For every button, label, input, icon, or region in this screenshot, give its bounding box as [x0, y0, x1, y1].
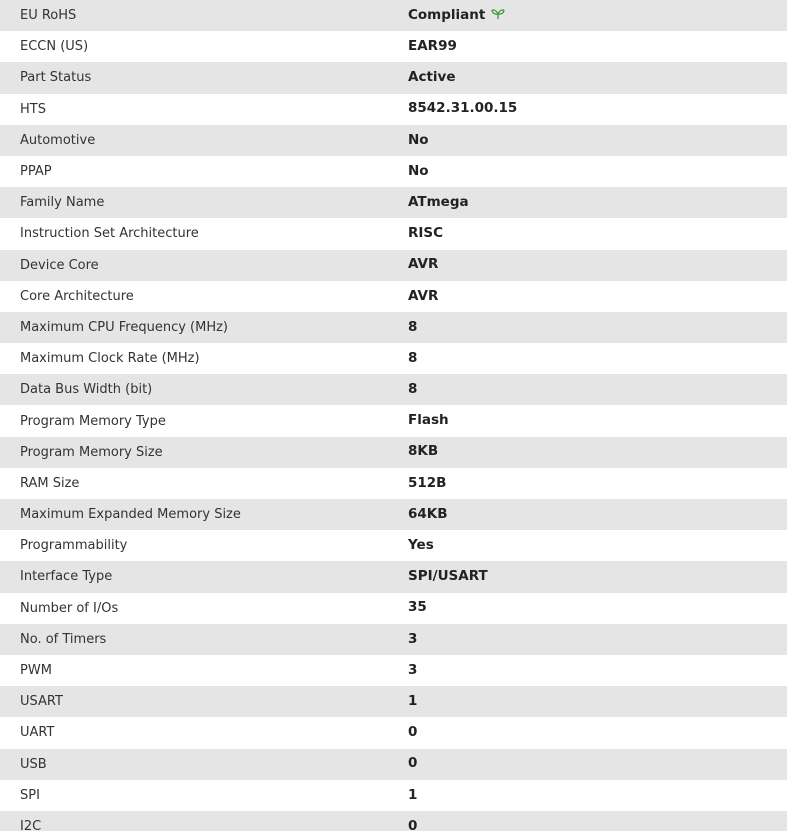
spec-value: AVR — [408, 256, 439, 273]
spec-label: PPAP — [20, 164, 52, 180]
spec-row-spi — [0, 780, 787, 811]
spec-value: 8 — [408, 318, 418, 335]
spec-value: No — [408, 131, 429, 148]
spec-label: I2C — [20, 818, 42, 831]
spec-value-cell — [408, 0, 787, 31]
spec-value: 1 — [408, 692, 418, 709]
spec-value: 8542.31.00.15 — [408, 100, 518, 117]
spec-label: Programmability — [20, 538, 128, 554]
spec-row-device-core — [0, 250, 787, 281]
spec-value: 0 — [408, 817, 418, 831]
spec-label: Interface Type — [20, 569, 113, 585]
spec-row-ppap — [0, 156, 787, 187]
spec-row-no-of-timers — [0, 624, 787, 655]
spec-row-automotive — [0, 125, 787, 156]
spec-value: 64KB — [408, 505, 448, 522]
spec-value: 8 — [408, 381, 418, 398]
spec-label: Maximum Expanded Memory Size — [20, 507, 241, 523]
spec-value: 0 — [408, 724, 418, 741]
spec-value: 3 — [408, 630, 418, 647]
spec-label: ECCN (US) — [20, 39, 89, 55]
spec-value: EAR99 — [408, 38, 457, 55]
spec-row-hts — [0, 94, 787, 125]
spec-label: RAM Size — [20, 475, 80, 491]
spec-row-data-bus-width — [0, 374, 787, 405]
spec-row-pwm — [0, 655, 787, 686]
spec-value: RISC — [408, 225, 444, 242]
spec-row-isa — [0, 218, 787, 249]
spec-value: 1 — [408, 786, 418, 803]
spec-label: Automotive — [20, 132, 96, 148]
spec-label: Part Status — [20, 70, 92, 86]
spec-row-eu-rohs — [0, 0, 787, 31]
spec-label: No. of Timers — [20, 631, 107, 647]
spec-row-number-of-ios — [0, 593, 787, 624]
spec-label: UART — [20, 725, 55, 741]
leaf-icon — [491, 8, 505, 20]
spec-label: Core Architecture — [20, 288, 134, 304]
spec-value: Flash — [408, 412, 449, 429]
spec-value: Compliant — [408, 7, 486, 24]
spec-label: Data Bus Width (bit) — [20, 382, 153, 398]
spec-row-program-memory-size — [0, 437, 787, 468]
spec-label: Program Memory Size — [20, 444, 163, 460]
spec-label: Device Core — [20, 257, 99, 273]
spec-row-core-architecture — [0, 281, 787, 312]
spec-row-family-name — [0, 187, 787, 218]
spec-label: PWM — [20, 663, 52, 679]
spec-value: 0 — [408, 755, 418, 772]
spec-label: Family Name — [20, 195, 105, 211]
spec-row-interface-type — [0, 561, 787, 592]
spec-label: Maximum CPU Frequency (MHz) — [20, 319, 228, 335]
spec-row-max-expanded-memory — [0, 499, 787, 530]
spec-row-usb — [0, 749, 787, 780]
spec-row-max-clock-rate — [0, 343, 787, 374]
spec-label: Maximum Clock Rate (MHz) — [20, 351, 200, 367]
spec-row-part-status — [0, 62, 787, 93]
spec-label: SPI — [20, 787, 40, 803]
spec-value: AVR — [408, 287, 439, 304]
spec-label: HTS — [20, 101, 46, 117]
spec-value: 8KB — [408, 443, 439, 460]
spec-value: SPI/USART — [408, 568, 488, 585]
spec-value: 8 — [408, 349, 418, 366]
spec-row-ram-size — [0, 468, 787, 499]
spec-value: No — [408, 162, 429, 179]
spec-value: Yes — [408, 537, 434, 554]
spec-value: 3 — [408, 661, 418, 678]
spec-row-eccn — [0, 31, 787, 62]
spec-label: Program Memory Type — [20, 413, 166, 429]
spec-row-program-memory-type — [0, 405, 787, 436]
spec-value: Active — [408, 69, 456, 86]
spec-label: Number of I/Os — [20, 600, 119, 616]
spec-label: EU RoHS — [20, 8, 77, 24]
spec-value: ATmega — [408, 193, 469, 210]
spec-value: 35 — [408, 599, 427, 616]
spec-label: USB — [20, 756, 47, 772]
spec-row-uart — [0, 717, 787, 748]
spec-label: Instruction Set Architecture — [20, 226, 199, 242]
spec-label: USART — [20, 694, 63, 710]
spec-value: 512B — [408, 474, 447, 491]
spec-row-max-cpu-frequency — [0, 312, 787, 343]
spec-row-programmability — [0, 530, 787, 561]
spec-row-usart — [0, 686, 787, 717]
spec-row-i2c — [0, 811, 787, 831]
